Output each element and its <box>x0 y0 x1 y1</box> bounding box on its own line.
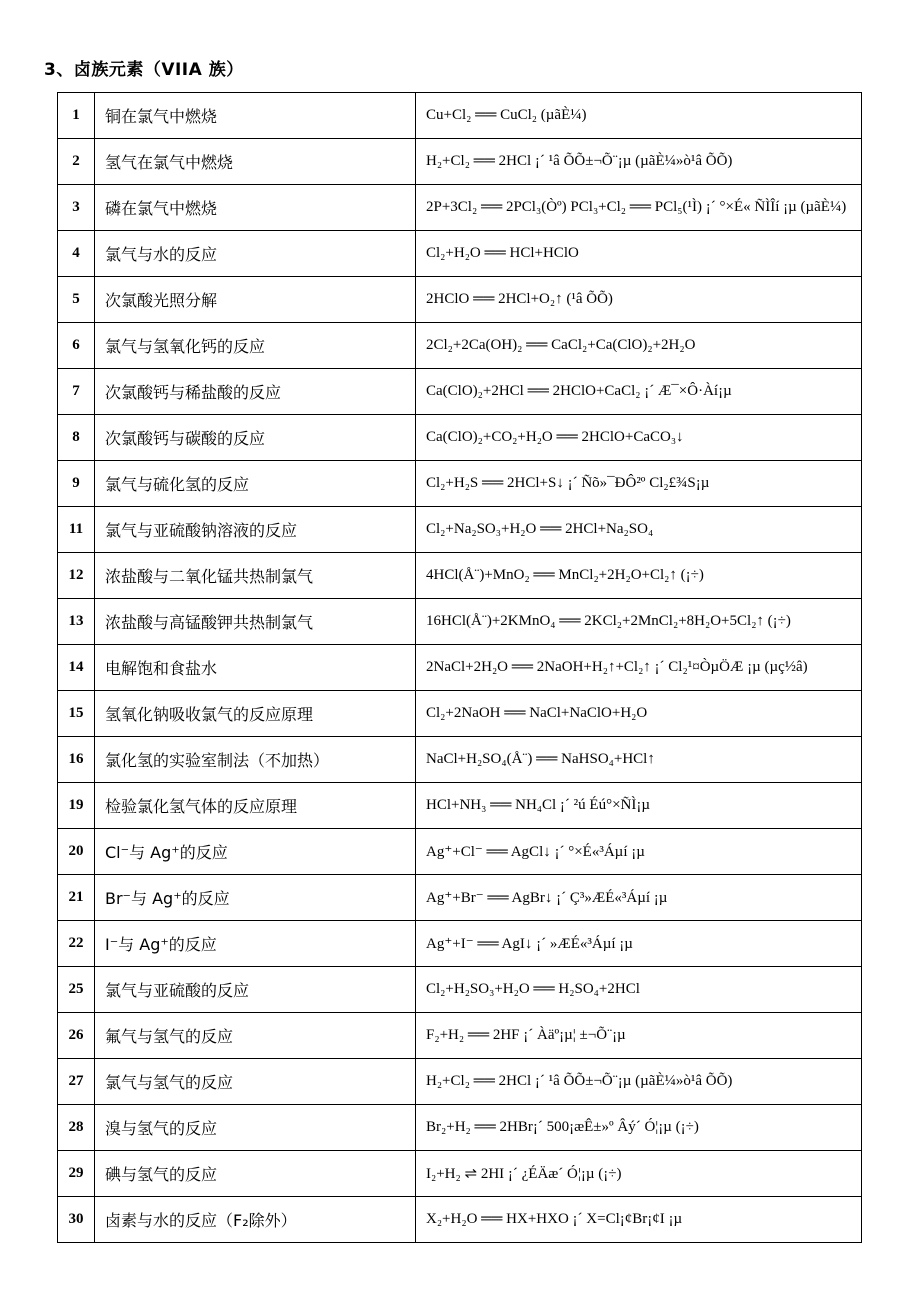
row-number: 25 <box>58 967 95 1013</box>
reaction-equation: 2NaCl+2H₂O ══ 2NaOH+H₂↑+Cl₂↑ ¡´ Cl₂¹¤ÒµÖÆ ¡µ (µç½â) <box>416 645 862 691</box>
reaction-equation: Ag⁺+Br⁻ ══ AgBr↓ ¡´ Ç³»ÆÉ«³Áµí ¡µ <box>416 875 862 921</box>
reaction-name: 氢气在氯气中燃烧 <box>95 139 416 185</box>
reaction-name: 氯气与水的反应 <box>95 231 416 277</box>
reaction-equation: 4HCl(Å¨)+MnO₂ ══ MnCl₂+2H₂O+Cl₂↑ (¡÷) <box>416 553 862 599</box>
table-row <box>58 323 862 369</box>
row-number: 1 <box>58 93 95 139</box>
reaction-equation: X₂+H₂O ══ HX+HXO ¡´ X=Cl¡¢Br¡¢I ¡µ <box>416 1197 862 1243</box>
row-number: 27 <box>58 1059 95 1105</box>
reaction-equation: 16HCl(Å¨)+2KMnO₄ ══ 2KCl₂+2MnCl₂+8H₂O+5Cl₂↑ (¡÷) <box>416 599 862 645</box>
reaction-equation: Ca(ClO)₂+CO₂+H₂O ══ 2HClO+CaCO₃↓ <box>416 415 862 461</box>
reaction-name: 氯气与氢氧化钙的反应 <box>95 323 416 369</box>
row-number: 6 <box>58 323 95 369</box>
row-number: 2 <box>58 139 95 185</box>
table-row <box>58 277 862 323</box>
reaction-equation: Ag⁺+Cl⁻ ══ AgCl↓ ¡´ °×É«³Áµí ¡µ <box>416 829 862 875</box>
table-row <box>58 691 862 737</box>
row-number: 22 <box>58 921 95 967</box>
table-row <box>58 1059 862 1105</box>
reaction-equation: Cu+Cl₂ ══ CuCl₂ (µãÈ¼) <box>416 93 862 139</box>
table-row <box>58 369 862 415</box>
reaction-name: 次氯酸钙与碳酸的反应 <box>95 415 416 461</box>
reaction-name: 氯气与硫化氢的反应 <box>95 461 416 507</box>
table-row <box>58 737 862 783</box>
reaction-name: 氯气与氢气的反应 <box>95 1059 416 1105</box>
reaction-name: 卤素与水的反应（F₂除外） <box>95 1197 416 1243</box>
table-row <box>58 967 862 1013</box>
page-title: 3、卤族元素（VIIA 族） <box>44 60 244 80</box>
table-row <box>58 1013 862 1059</box>
row-number: 30 <box>58 1197 95 1243</box>
table-row <box>58 93 862 139</box>
reaction-equation: Cl₂+H₂O ══ HCl+HClO <box>416 231 862 277</box>
row-number: 16 <box>58 737 95 783</box>
table-row <box>58 415 862 461</box>
reaction-name: 磷在氯气中燃烧 <box>95 185 416 231</box>
reaction-table <box>57 92 862 1243</box>
reaction-equation: 2HClO ══ 2HCl+O₂↑ (¹â ÕÕ) <box>416 277 862 323</box>
row-number: 8 <box>58 415 95 461</box>
reaction-equation: Ca(ClO)₂+2HCl ══ 2HClO+CaCl₂ ¡´ Æ¯×Ô·Àí¡µ <box>416 369 862 415</box>
row-number: 19 <box>58 783 95 829</box>
table-row <box>58 553 862 599</box>
table-row <box>58 783 862 829</box>
reaction-name: 氢氧化钠吸收氯气的反应原理 <box>95 691 416 737</box>
reaction-equation: NaCl+H₂SO₄(Å¨) ══ NaHSO₄+HCl↑ <box>416 737 862 783</box>
row-number: 20 <box>58 829 95 875</box>
row-number: 26 <box>58 1013 95 1059</box>
reaction-equation: Br₂+H₂ ══ 2HBr¡´ 500¡æÊ±»º Âý´ Ó¦¡µ (¡÷) <box>416 1105 862 1151</box>
reaction-equation: 2Cl₂+2Ca(OH)₂ ══ CaCl₂+Ca(ClO)₂+2H₂O <box>416 323 862 369</box>
reaction-name: 铜在氯气中燃烧 <box>95 93 416 139</box>
reaction-name: 检验氯化氢气体的反应原理 <box>95 783 416 829</box>
table-row <box>58 599 862 645</box>
row-number: 15 <box>58 691 95 737</box>
row-number: 13 <box>58 599 95 645</box>
row-number: 9 <box>58 461 95 507</box>
reaction-name: 氟气与氢气的反应 <box>95 1013 416 1059</box>
reaction-name: 溴与氢气的反应 <box>95 1105 416 1151</box>
reaction-name: 浓盐酸与高锰酸钾共热制氯气 <box>95 599 416 645</box>
row-number: 28 <box>58 1105 95 1151</box>
row-number: 5 <box>58 277 95 323</box>
table-row <box>58 185 862 231</box>
row-number: 21 <box>58 875 95 921</box>
reaction-name: 氯化氢的实验室制法（不加热） <box>95 737 416 783</box>
row-number: 14 <box>58 645 95 691</box>
reaction-equation: 2P+3Cl₂ ══ 2PCl₃(Òº) PCl₃+Cl₂ ══ PCl₅(¹Ì) ¡´ °×É« ÑÌÎí ¡µ (µãÈ¼) <box>416 185 862 231</box>
reaction-name: 氯气与亚硫酸钠溶液的反应 <box>95 507 416 553</box>
reaction-equation: Cl₂+H₂SO₃+H₂O ══ H₂SO₄+2HCl <box>416 967 862 1013</box>
table-row <box>58 507 862 553</box>
reaction-name: 电解饱和食盐水 <box>95 645 416 691</box>
reaction-name: 碘与氢气的反应 <box>95 1151 416 1197</box>
row-number: 12 <box>58 553 95 599</box>
reaction-equation: H₂+Cl₂ ══ 2HCl ¡´ ¹â ÕÕ±¬Õ¨¡µ (µãÈ¼»ò¹â ÕÕ) <box>416 139 862 185</box>
table-row <box>58 1105 862 1151</box>
row-number: 29 <box>58 1151 95 1197</box>
reaction-equation: Ag⁺+I⁻ ══ AgI↓ ¡´ »ÆÉ«³Áµí ¡µ <box>416 921 862 967</box>
reaction-name: 次氯酸光照分解 <box>95 277 416 323</box>
reaction-equation: Cl₂+H₂S ══ 2HCl+S↓ ¡´ Ñõ»¯ÐÔ²º Cl₂£¾S¡µ <box>416 461 862 507</box>
table-row <box>58 139 862 185</box>
row-number: 7 <box>58 369 95 415</box>
reaction-equation: HCl+NH₃ ══ NH₄Cl ¡´ ²ú Éú°×ÑÌ¡µ <box>416 783 862 829</box>
reaction-equation: H₂+Cl₂ ══ 2HCl ¡´ ¹â ÕÕ±¬Õ¨¡µ (µãÈ¼»ò¹â ÕÕ) <box>416 1059 862 1105</box>
table-row <box>58 461 862 507</box>
table-row <box>58 921 862 967</box>
reaction-name: Cl⁻与 Ag⁺的反应 <box>95 829 416 875</box>
table-row <box>58 231 862 277</box>
row-number: 4 <box>58 231 95 277</box>
reaction-equation: I₂+H₂ ⇌ 2HI ¡´ ¿ÉÄæ´ Ó¦¡µ (¡÷) <box>416 1151 862 1197</box>
table-row <box>58 829 862 875</box>
reaction-equation: F₂+H₂ ══ 2HF ¡´ Àäº¡µ¦ ±¬Õ¨¡µ <box>416 1013 862 1059</box>
row-number: 11 <box>58 507 95 553</box>
row-number: 3 <box>58 185 95 231</box>
reaction-name: 氯气与亚硫酸的反应 <box>95 967 416 1013</box>
reaction-equation: Cl₂+Na₂SO₃+H₂O ══ 2HCl+Na₂SO₄ <box>416 507 862 553</box>
reaction-name: Br⁻与 Ag⁺的反应 <box>95 875 416 921</box>
reaction-name: 次氯酸钙与稀盐酸的反应 <box>95 369 416 415</box>
table-row <box>58 1151 862 1197</box>
table-row <box>58 1197 862 1243</box>
reaction-name: I⁻与 Ag⁺的反应 <box>95 921 416 967</box>
table-row <box>58 645 862 691</box>
reaction-name: 浓盐酸与二氧化锰共热制氯气 <box>95 553 416 599</box>
table-row <box>58 875 862 921</box>
reaction-equation: Cl₂+2NaOH ══ NaCl+NaClO+H₂O <box>416 691 862 737</box>
